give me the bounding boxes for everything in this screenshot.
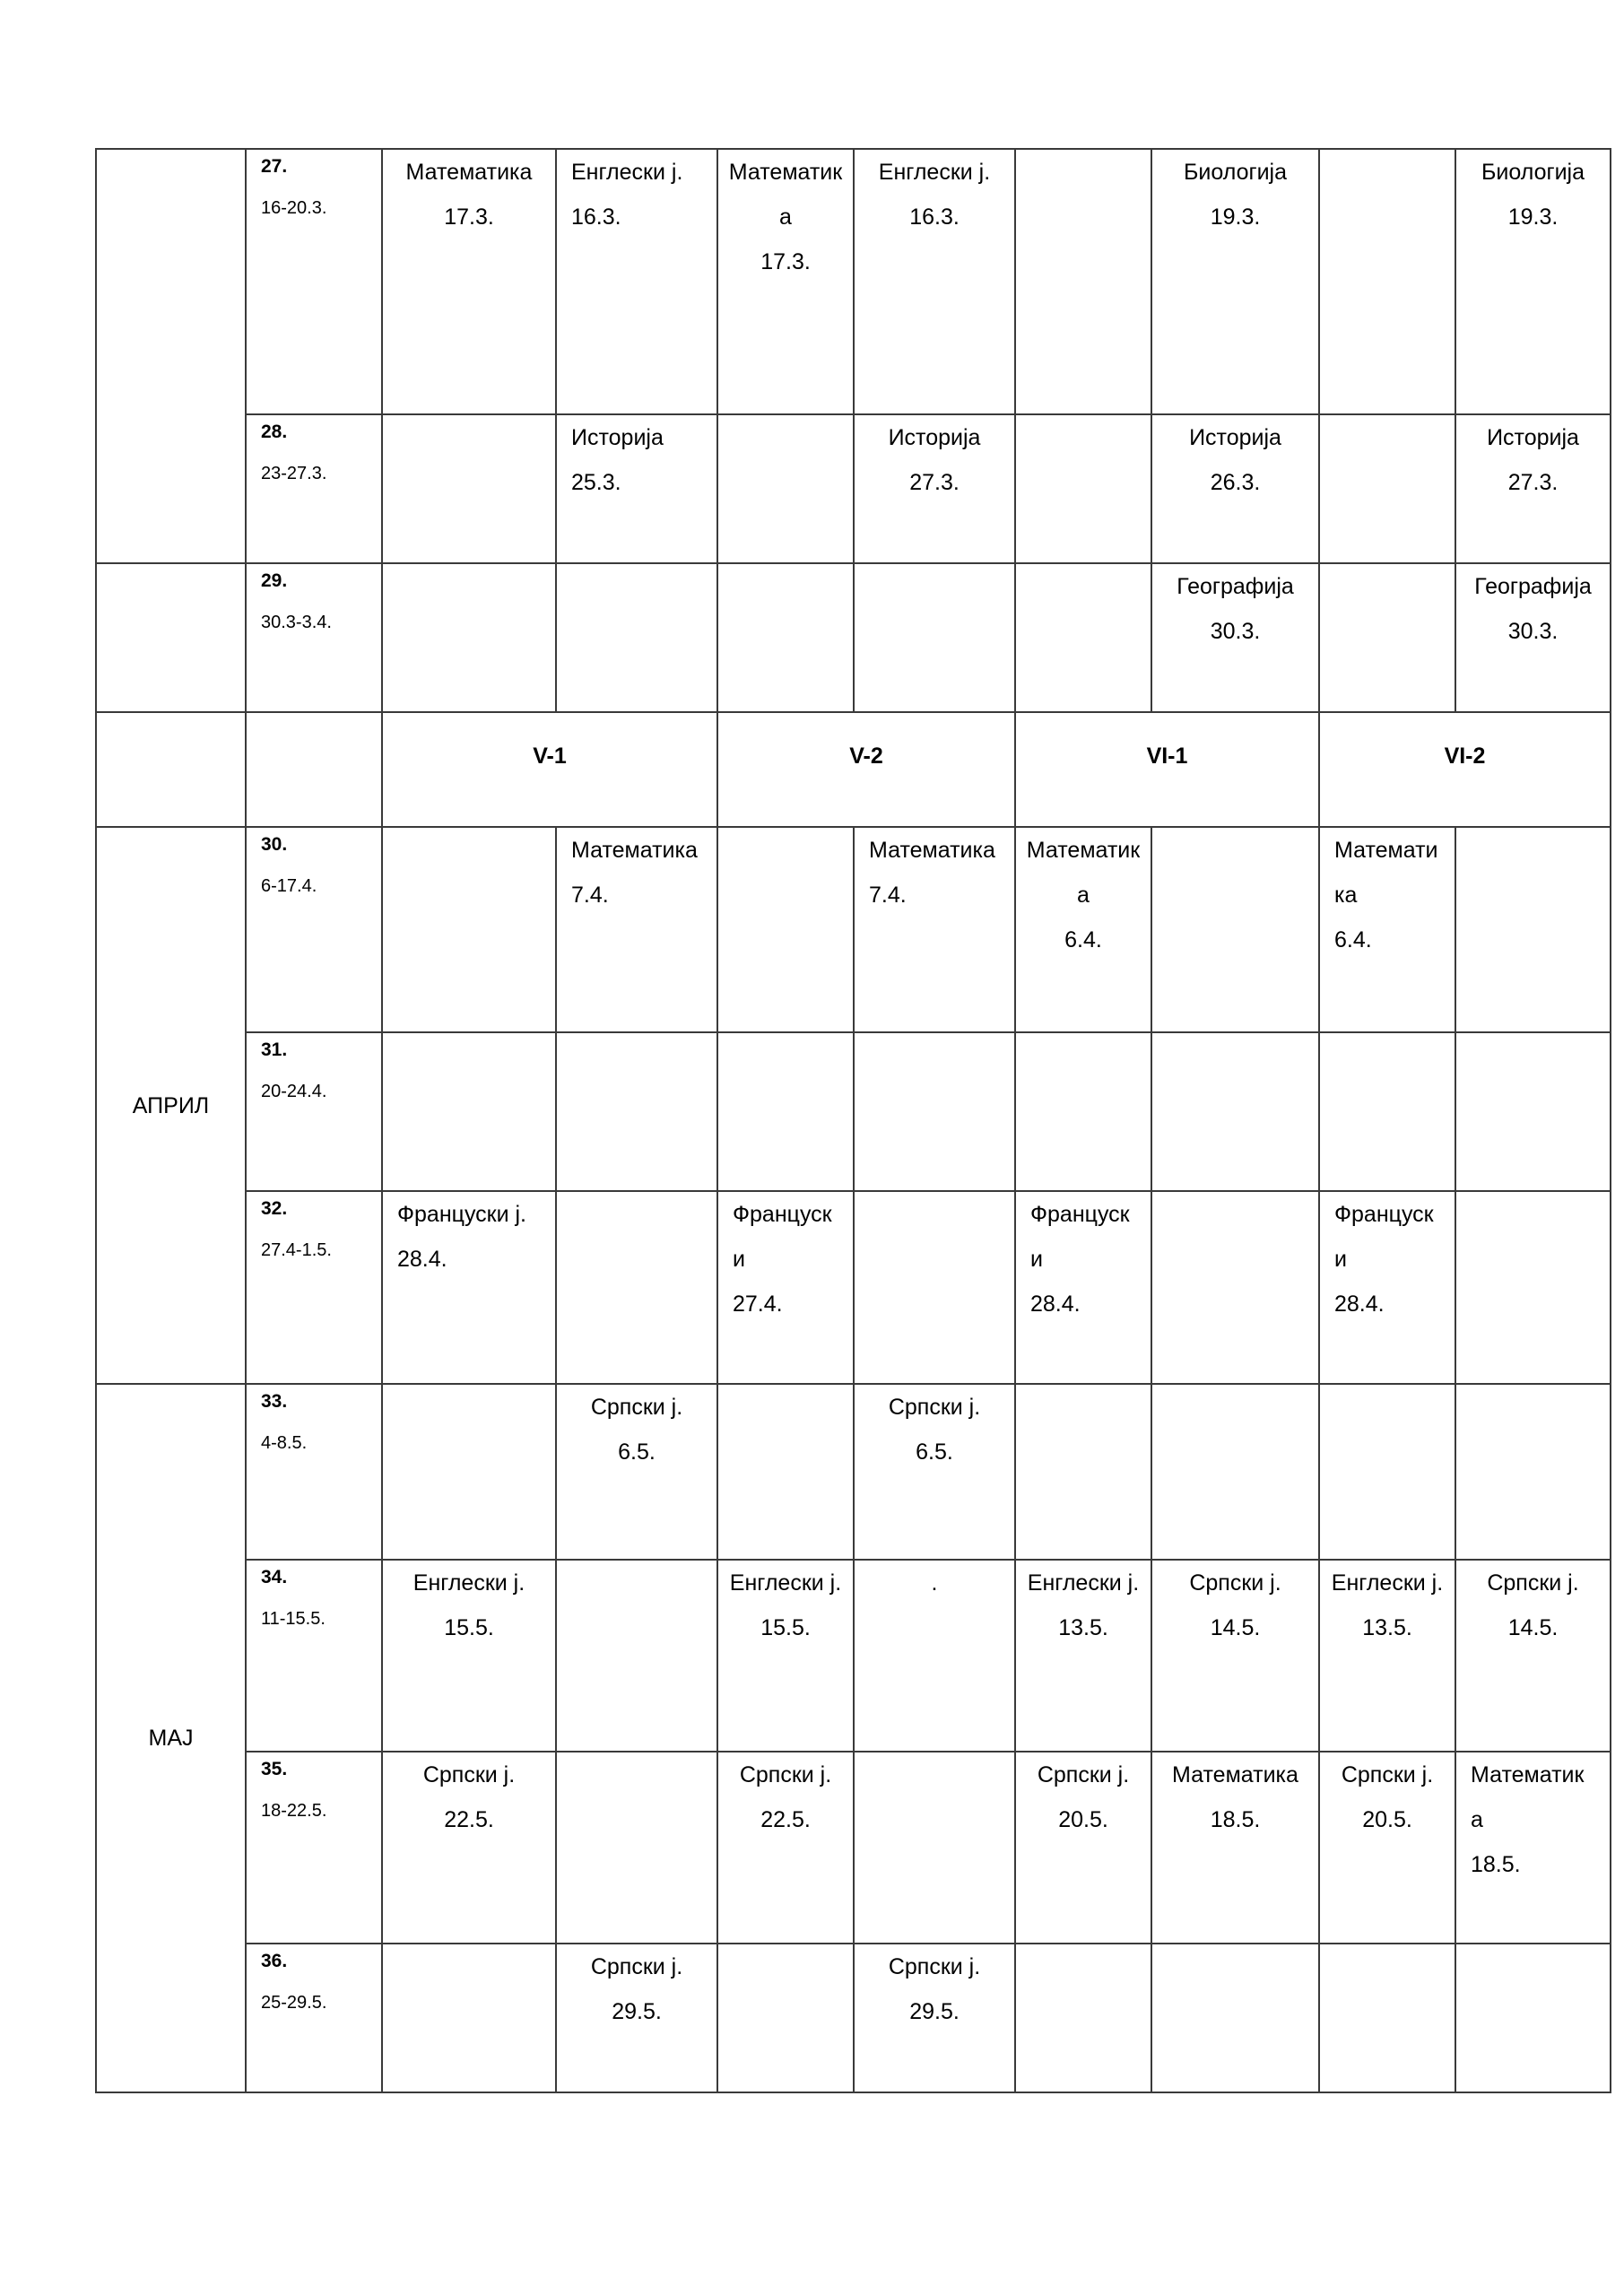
exam-cell <box>1015 1032 1151 1191</box>
exam-date: 18.5. <box>1210 1807 1261 1832</box>
exam-cell <box>382 414 556 563</box>
week-dates: 11-15.5. <box>261 1609 326 1629</box>
exam-cell <box>1455 149 1611 414</box>
exam-cell <box>1455 1191 1611 1384</box>
exam-subject: Математика <box>405 160 533 185</box>
exam-cell <box>1015 1384 1151 1560</box>
week-dates: 18-22.5. <box>261 1801 327 1821</box>
header-empty-cell <box>96 712 246 827</box>
exam-cell <box>717 1752 854 1944</box>
exam-date: 29.5. <box>612 1999 662 2024</box>
class-header-vi2: VI-2 <box>1319 712 1611 827</box>
exam-cell <box>717 1384 854 1560</box>
exam-cell <box>1455 827 1611 1032</box>
exam-cell <box>556 1191 717 1384</box>
exam-subject: Француски <box>733 1202 832 1272</box>
exam-subject: Историја <box>1487 425 1579 450</box>
exam-cell <box>382 1191 556 1384</box>
week-dates: 27.4-1.5. <box>261 1240 332 1260</box>
week-cell <box>246 1032 382 1191</box>
exam-subject: Српски ј. <box>590 1954 683 1979</box>
exam-subject: Математика <box>869 838 995 863</box>
exam-subject: Математика <box>728 160 843 230</box>
month-cell <box>96 563 246 712</box>
exam-cell <box>1455 1944 1611 2092</box>
exam-cell <box>556 149 717 414</box>
week-cell <box>246 563 382 712</box>
exam-date: 14.5. <box>1507 1615 1559 1640</box>
week-dates: 4-8.5. <box>261 1433 308 1453</box>
exam-cell <box>854 1384 1015 1560</box>
exam-subject: Француски ј. <box>397 1202 527 1227</box>
exam-subject: Српски ј. <box>888 1395 981 1420</box>
exam-cell <box>556 1560 717 1752</box>
exam-cell <box>556 827 717 1032</box>
table-row <box>96 1752 1611 1944</box>
week-dates: 20-24.4. <box>261 1082 327 1101</box>
week-dates: 6-17.4. <box>261 876 317 896</box>
exam-subject: Математика <box>1026 838 1141 908</box>
exam-subject: Математика <box>1172 1762 1298 1787</box>
exam-cell <box>1151 1944 1319 2092</box>
exam-subject: Математика <box>1334 838 1438 908</box>
class-header-vi1: VI-1 <box>1015 712 1319 827</box>
exam-date: 27.3. <box>909 470 960 495</box>
exam-cell <box>717 414 854 563</box>
table-row <box>96 827 1611 1032</box>
exam-cell <box>854 1191 1015 1384</box>
exam-cell <box>1151 1752 1319 1944</box>
exam-cell <box>1015 1191 1151 1384</box>
week-number: 34. <box>261 1567 288 1587</box>
exam-subject: Енглески ј. <box>1027 1570 1140 1596</box>
exam-cell <box>382 563 556 712</box>
exam-cell <box>1319 827 1455 1032</box>
exam-cell <box>854 149 1015 414</box>
week-cell <box>246 1752 382 1944</box>
exam-date: 19.3. <box>1210 204 1261 230</box>
exam-cell <box>1319 1560 1455 1752</box>
exam-date: 6.5. <box>618 1439 656 1465</box>
exam-cell <box>382 827 556 1032</box>
exam-cell <box>1015 414 1151 563</box>
exam-date: 6.4. <box>1064 927 1102 952</box>
exam-cell <box>854 1560 1015 1752</box>
exam-cell <box>1455 414 1611 563</box>
exam-subject: Енглески ј. <box>413 1570 525 1596</box>
exam-cell <box>1455 1752 1611 1944</box>
week-cell <box>246 1384 382 1560</box>
table-row <box>96 1191 1611 1384</box>
exam-cell <box>854 1032 1015 1191</box>
exam-cell <box>1455 1032 1611 1191</box>
exam-date: 28.4. <box>397 1247 447 1272</box>
exam-subject: Српски ј. <box>1487 1570 1579 1596</box>
exam-cell <box>382 1032 556 1191</box>
class-header-v2: V-2 <box>717 712 1015 827</box>
exam-date: 30.3. <box>1507 619 1559 644</box>
exam-subject: Француски <box>1030 1202 1130 1272</box>
exam-cell <box>1455 1560 1611 1752</box>
exam-date: 28.4. <box>1334 1292 1385 1317</box>
exam-cell <box>717 1032 854 1191</box>
exam-cell <box>717 149 854 414</box>
exam-cell <box>1151 563 1319 712</box>
schedule-table <box>95 148 1611 2093</box>
exam-cell <box>854 414 1015 563</box>
exam-date: 15.5. <box>444 1615 494 1640</box>
exam-cell <box>854 827 1015 1032</box>
week-number: 32. <box>261 1198 288 1219</box>
exam-cell <box>1015 563 1151 712</box>
exam-date: 6.5. <box>916 1439 953 1465</box>
week-number: 33. <box>261 1391 288 1412</box>
week-cell <box>246 827 382 1032</box>
exam-subject: Српски ј. <box>1037 1762 1130 1787</box>
week-number: 35. <box>261 1759 288 1779</box>
exam-date: 7.4. <box>869 883 907 908</box>
week-cell <box>246 149 382 414</box>
exam-cell <box>1015 827 1151 1032</box>
exam-date: 20.5. <box>1362 1807 1412 1832</box>
exam-cell <box>382 1752 556 1944</box>
exam-subject: Географија <box>1474 574 1592 599</box>
exam-date: 27.3. <box>1507 470 1559 495</box>
class-header-row <box>96 712 1611 827</box>
exam-subject: Француски <box>1334 1202 1434 1272</box>
week-dates: 16-20.3. <box>261 198 327 218</box>
exam-cell <box>1151 1384 1319 1560</box>
week-number: 29. <box>261 570 288 591</box>
exam-cell <box>556 563 717 712</box>
exam-subject: Енглески ј. <box>729 1570 842 1596</box>
table-row <box>96 149 1611 414</box>
week-number: 36. <box>261 1951 288 1971</box>
exam-subject: Географија <box>1177 574 1294 599</box>
exam-date: 6.4. <box>1334 927 1372 952</box>
table-row <box>96 563 1611 712</box>
exam-cell <box>1319 1191 1455 1384</box>
exam-subject: Историја <box>571 425 664 450</box>
exam-cell <box>1455 1384 1611 1560</box>
exam-date: 7.4. <box>571 883 609 908</box>
exam-cell <box>1151 414 1319 563</box>
exam-cell <box>1015 1944 1151 2092</box>
month-cell-april: АПРИЛ <box>96 827 246 1384</box>
exam-cell <box>1015 149 1151 414</box>
exam-date: 17.3. <box>760 249 811 274</box>
exam-cell <box>1319 563 1455 712</box>
week-cell <box>246 414 382 563</box>
exam-subject: Српски ј. <box>590 1395 683 1420</box>
exam-date: 13.5. <box>1362 1615 1412 1640</box>
exam-cell <box>717 1944 854 2092</box>
exam-date: 30.3. <box>1210 619 1261 644</box>
exam-subject: Српски ј. <box>888 1954 981 1979</box>
exam-cell <box>382 1944 556 2092</box>
exam-subject: Српски ј. <box>1341 1762 1434 1787</box>
table-row <box>96 1032 1611 1191</box>
exam-subject: Биологија <box>1481 160 1585 185</box>
exam-date: 13.5. <box>1058 1615 1108 1640</box>
exam-cell <box>556 1032 717 1191</box>
week-dates: 25-29.5. <box>261 1993 327 2013</box>
exam-date: 19.3. <box>1507 204 1559 230</box>
week-number: 27. <box>261 156 288 177</box>
exam-cell <box>717 563 854 712</box>
exam-cell <box>717 827 854 1032</box>
week-cell <box>246 1560 382 1752</box>
exam-subject: . <box>931 1570 938 1596</box>
week-number: 31. <box>261 1039 288 1060</box>
exam-subject: Математика <box>571 838 698 863</box>
exam-subject: Математика <box>1471 1762 1585 1832</box>
exam-cell <box>1015 1560 1151 1752</box>
exam-cell <box>382 1384 556 1560</box>
week-number: 28. <box>261 422 288 442</box>
exam-cell <box>854 1944 1015 2092</box>
month-cell-may: МАЈ <box>96 1384 246 2092</box>
exam-subject: Историја <box>888 425 981 450</box>
exam-date: 15.5. <box>760 1615 811 1640</box>
header-empty-cell <box>246 712 382 827</box>
exam-cell <box>556 1944 717 2092</box>
month-cell-march <box>96 149 246 563</box>
exam-cell <box>1319 1032 1455 1191</box>
exam-date: 22.5. <box>760 1807 811 1832</box>
exam-cell <box>1319 149 1455 414</box>
table-row <box>96 1560 1611 1752</box>
exam-cell <box>717 1191 854 1384</box>
exam-cell <box>717 1560 854 1752</box>
week-cell <box>246 1191 382 1384</box>
exam-cell <box>1151 149 1319 414</box>
exam-cell <box>1455 563 1611 712</box>
exam-cell <box>556 1384 717 1560</box>
exam-cell <box>1151 827 1319 1032</box>
exam-cell <box>1151 1032 1319 1191</box>
exam-cell <box>556 414 717 563</box>
exam-date: 22.5. <box>444 1807 494 1832</box>
exam-date: 25.3. <box>571 470 621 495</box>
exam-date: 29.5. <box>909 1999 960 2024</box>
exam-cell <box>1319 1384 1455 1560</box>
exam-cell <box>854 563 1015 712</box>
exam-cell <box>382 1560 556 1752</box>
week-number: 30. <box>261 834 288 855</box>
table-row <box>96 1944 1611 2092</box>
exam-date: 28.4. <box>1030 1292 1081 1317</box>
exam-date: 17.3. <box>444 204 494 230</box>
exam-date: 16.3. <box>571 204 621 230</box>
table-row <box>96 414 1611 563</box>
table-row <box>96 1384 1611 1560</box>
exam-subject: Енглески ј. <box>571 160 683 185</box>
week-dates: 23-27.3. <box>261 464 327 483</box>
exam-cell <box>1151 1191 1319 1384</box>
week-dates: 30.3-3.4. <box>261 613 332 632</box>
exam-subject: Српски ј. <box>1189 1570 1281 1596</box>
exam-subject: Српски ј. <box>739 1762 832 1787</box>
exam-cell <box>854 1752 1015 1944</box>
exam-cell <box>1319 1752 1455 1944</box>
exam-subject: Енглески ј. <box>878 160 991 185</box>
class-header-v1: V-1 <box>382 712 717 827</box>
exam-date: 27.4. <box>733 1292 783 1317</box>
exam-cell <box>382 149 556 414</box>
exam-date: 20.5. <box>1058 1807 1108 1832</box>
exam-subject: Енглески ј. <box>1331 1570 1444 1596</box>
exam-subject: Историја <box>1189 425 1281 450</box>
exam-cell <box>1319 414 1455 563</box>
exam-subject: Српски ј. <box>422 1762 516 1787</box>
exam-date: 18.5. <box>1471 1852 1521 1877</box>
week-cell <box>246 1944 382 2092</box>
exam-subject: Биологија <box>1183 160 1288 185</box>
exam-date: 26.3. <box>1210 470 1261 495</box>
exam-date: 14.5. <box>1210 1615 1261 1640</box>
exam-cell <box>1015 1752 1151 1944</box>
exam-cell <box>1319 1944 1455 2092</box>
exam-date: 16.3. <box>909 204 960 230</box>
exam-cell <box>1151 1560 1319 1752</box>
exam-cell <box>556 1752 717 1944</box>
